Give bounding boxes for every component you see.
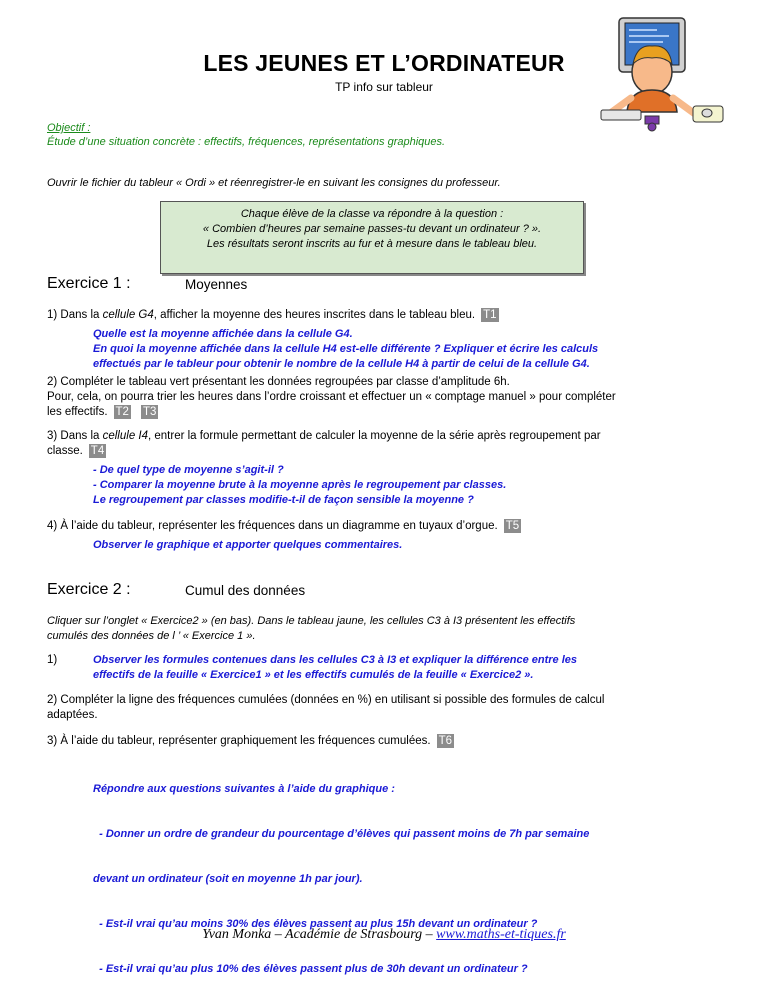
question-line: « Combien d’heures par semaine passes-tu devant un ordinateur ? ». — [202, 223, 542, 235]
ex2-question-3 — [47, 734, 454, 749]
cell-ref: cellule G4 — [102, 309, 154, 321]
question-box — [160, 201, 584, 274]
text: , afficher la moyenne des heures inscrites dans le tableau bleu. — [153, 309, 476, 321]
text: classe. — [47, 445, 83, 457]
ex1-question-1 — [47, 308, 499, 323]
task-tag-t6: T6 — [438, 735, 452, 747]
ex2-q3-tasks — [93, 752, 589, 992]
text-line: cumulés des données de l ’ « Exercice 1 ». — [47, 630, 256, 642]
text-line — [47, 429, 601, 444]
page-title: LES JEUNES ET L’ORDINATEUR — [203, 50, 565, 76]
ex1-q4-task: Observer le graphique et apporter quelques commentaires. — [93, 539, 403, 551]
ex2-q1-tasks — [93, 653, 577, 683]
task-line: - Est-il vrai qu’au plus 10% des élèves passent plus de 30h devant un ordinateur ? — [93, 963, 528, 975]
task-line: Le regroupement par classes modifie-t-il de façon sensible la moyenne ? — [93, 494, 474, 506]
ex1-q3-tasks — [93, 463, 506, 508]
exercise-2-label: Exercice 2 : — [47, 581, 131, 598]
task-line: devant un ordinateur (soit en moyenne 1h par jour). — [93, 873, 363, 885]
text: , entrer la formule permettant de calculer la moyenne de la série après regroupement par — [148, 430, 601, 442]
text-line: Cliquer sur l’onglet « Exercice2 » (en bas). Dans le tableau jaune, les cellules C3 à I3 présentent les effectifs — [47, 615, 576, 627]
text: 3) Dans la — [47, 430, 103, 442]
ex1-question-2 — [47, 375, 616, 420]
cell-ref: cellule I4 — [102, 430, 148, 442]
text-line: 2) Compléter le tableau vert présentant les données regroupées par classe d’amplitude 6h. — [47, 376, 510, 388]
page-subtitle: TP info sur tableur — [335, 80, 433, 94]
exercise-1-label: Exercice 1 : — [47, 275, 131, 292]
ex1-question-3 — [47, 429, 601, 459]
task-line: effectifs de la feuille « Exercice1 » et les effectifs cumulés de la feuille « Exercice2 ». — [93, 669, 534, 681]
ex2-intro — [47, 614, 575, 644]
footer-link[interactable]: www.maths-et-tiques.fr — [436, 927, 566, 942]
footer-text: Yvan Monka – Académie de Strasbourg – — [202, 927, 437, 942]
text: 4) À l’aide du tableur, représenter les fréquences dans un diagramme en tuyaux d’orgue. — [47, 520, 498, 532]
ex1-q1-tasks — [93, 327, 598, 372]
kid-at-computer-icon — [597, 16, 727, 132]
text: les effectifs. — [47, 406, 108, 418]
ex1-question-4 — [47, 519, 521, 534]
text: 3) À l’aide du tableur, représenter graphiquement les fréquences cumulées. — [47, 735, 431, 747]
task-line: - Est-il vrai qu’au moins 30% des élèves passent au plus 15h devant un ordinateur ? — [93, 918, 538, 930]
question-line: Les résultats seront inscrits au fur et à mesure dans le tableau bleu. — [206, 238, 538, 250]
task-line: - Comparer la moyenne brute à la moyenne après le regroupement par classes. — [93, 479, 507, 491]
task-tag-t4: T4 — [90, 445, 105, 457]
question-line: Chaque élève de la classe va répondre à la question : — [240, 208, 504, 220]
task-line: - Donner un ordre de grandeur du pourcentage d’élèves qui passent moins de 7h par semaine — [93, 828, 590, 840]
ex2-question-2 — [47, 693, 604, 723]
text-line: Pour, cela, on pourra trier les heures dans l’ordre croissant et effectuer un « comptage manuel » pour compléter — [47, 391, 616, 403]
objective-text: Étude d’une situation concrète : effectifs, fréquences, représentations graphiques. — [47, 136, 446, 148]
task-line: Répondre aux questions suivantes à l’aide du graphique : — [93, 783, 395, 795]
text-line — [47, 444, 601, 459]
ex2-q1-number: 1) — [47, 654, 58, 666]
exercise-1-subtitle: Moyennes — [185, 277, 248, 292]
task-tag-t5: T5 — [505, 520, 520, 532]
task-line: Observer les formules contenues dans les cellules C3 à I3 et expliquer la différence entre les — [93, 654, 578, 666]
exercise-2-subtitle: Cumul des données — [185, 583, 306, 598]
text-line: 2) Compléter la ligne des fréquences cumulées (données en %) en utilisant si possible des formules de calcul — [47, 694, 605, 706]
text-line — [47, 405, 616, 420]
task-line: - De quel type de moyenne s’agit-il ? — [93, 464, 284, 476]
objective-heading: Objectif : — [47, 122, 91, 134]
task-line: Quelle est la moyenne affichée dans la cellule G4. — [93, 328, 353, 340]
text-line: adaptées. — [47, 709, 98, 721]
footer — [0, 927, 768, 943]
task-tag-t2: T2 — [115, 406, 129, 418]
text: 1) Dans la — [47, 309, 103, 321]
task-line: effectués par le tableur pour obtenir le nombre de la cellule H4 à partir de celui de la cellule G4. — [93, 358, 590, 370]
task-tag-t3: T3 — [142, 406, 157, 418]
intro-instruction: Ouvrir le fichier du tableur « Ordi » et réenregistrer-le en suivant les consignes du professeur. — [47, 177, 501, 189]
task-line: En quoi la moyenne affichée dans la cellule H4 est-elle différente ? Expliquer et écrire les calculs — [93, 343, 599, 355]
task-tag-t1: T1 — [483, 309, 497, 321]
